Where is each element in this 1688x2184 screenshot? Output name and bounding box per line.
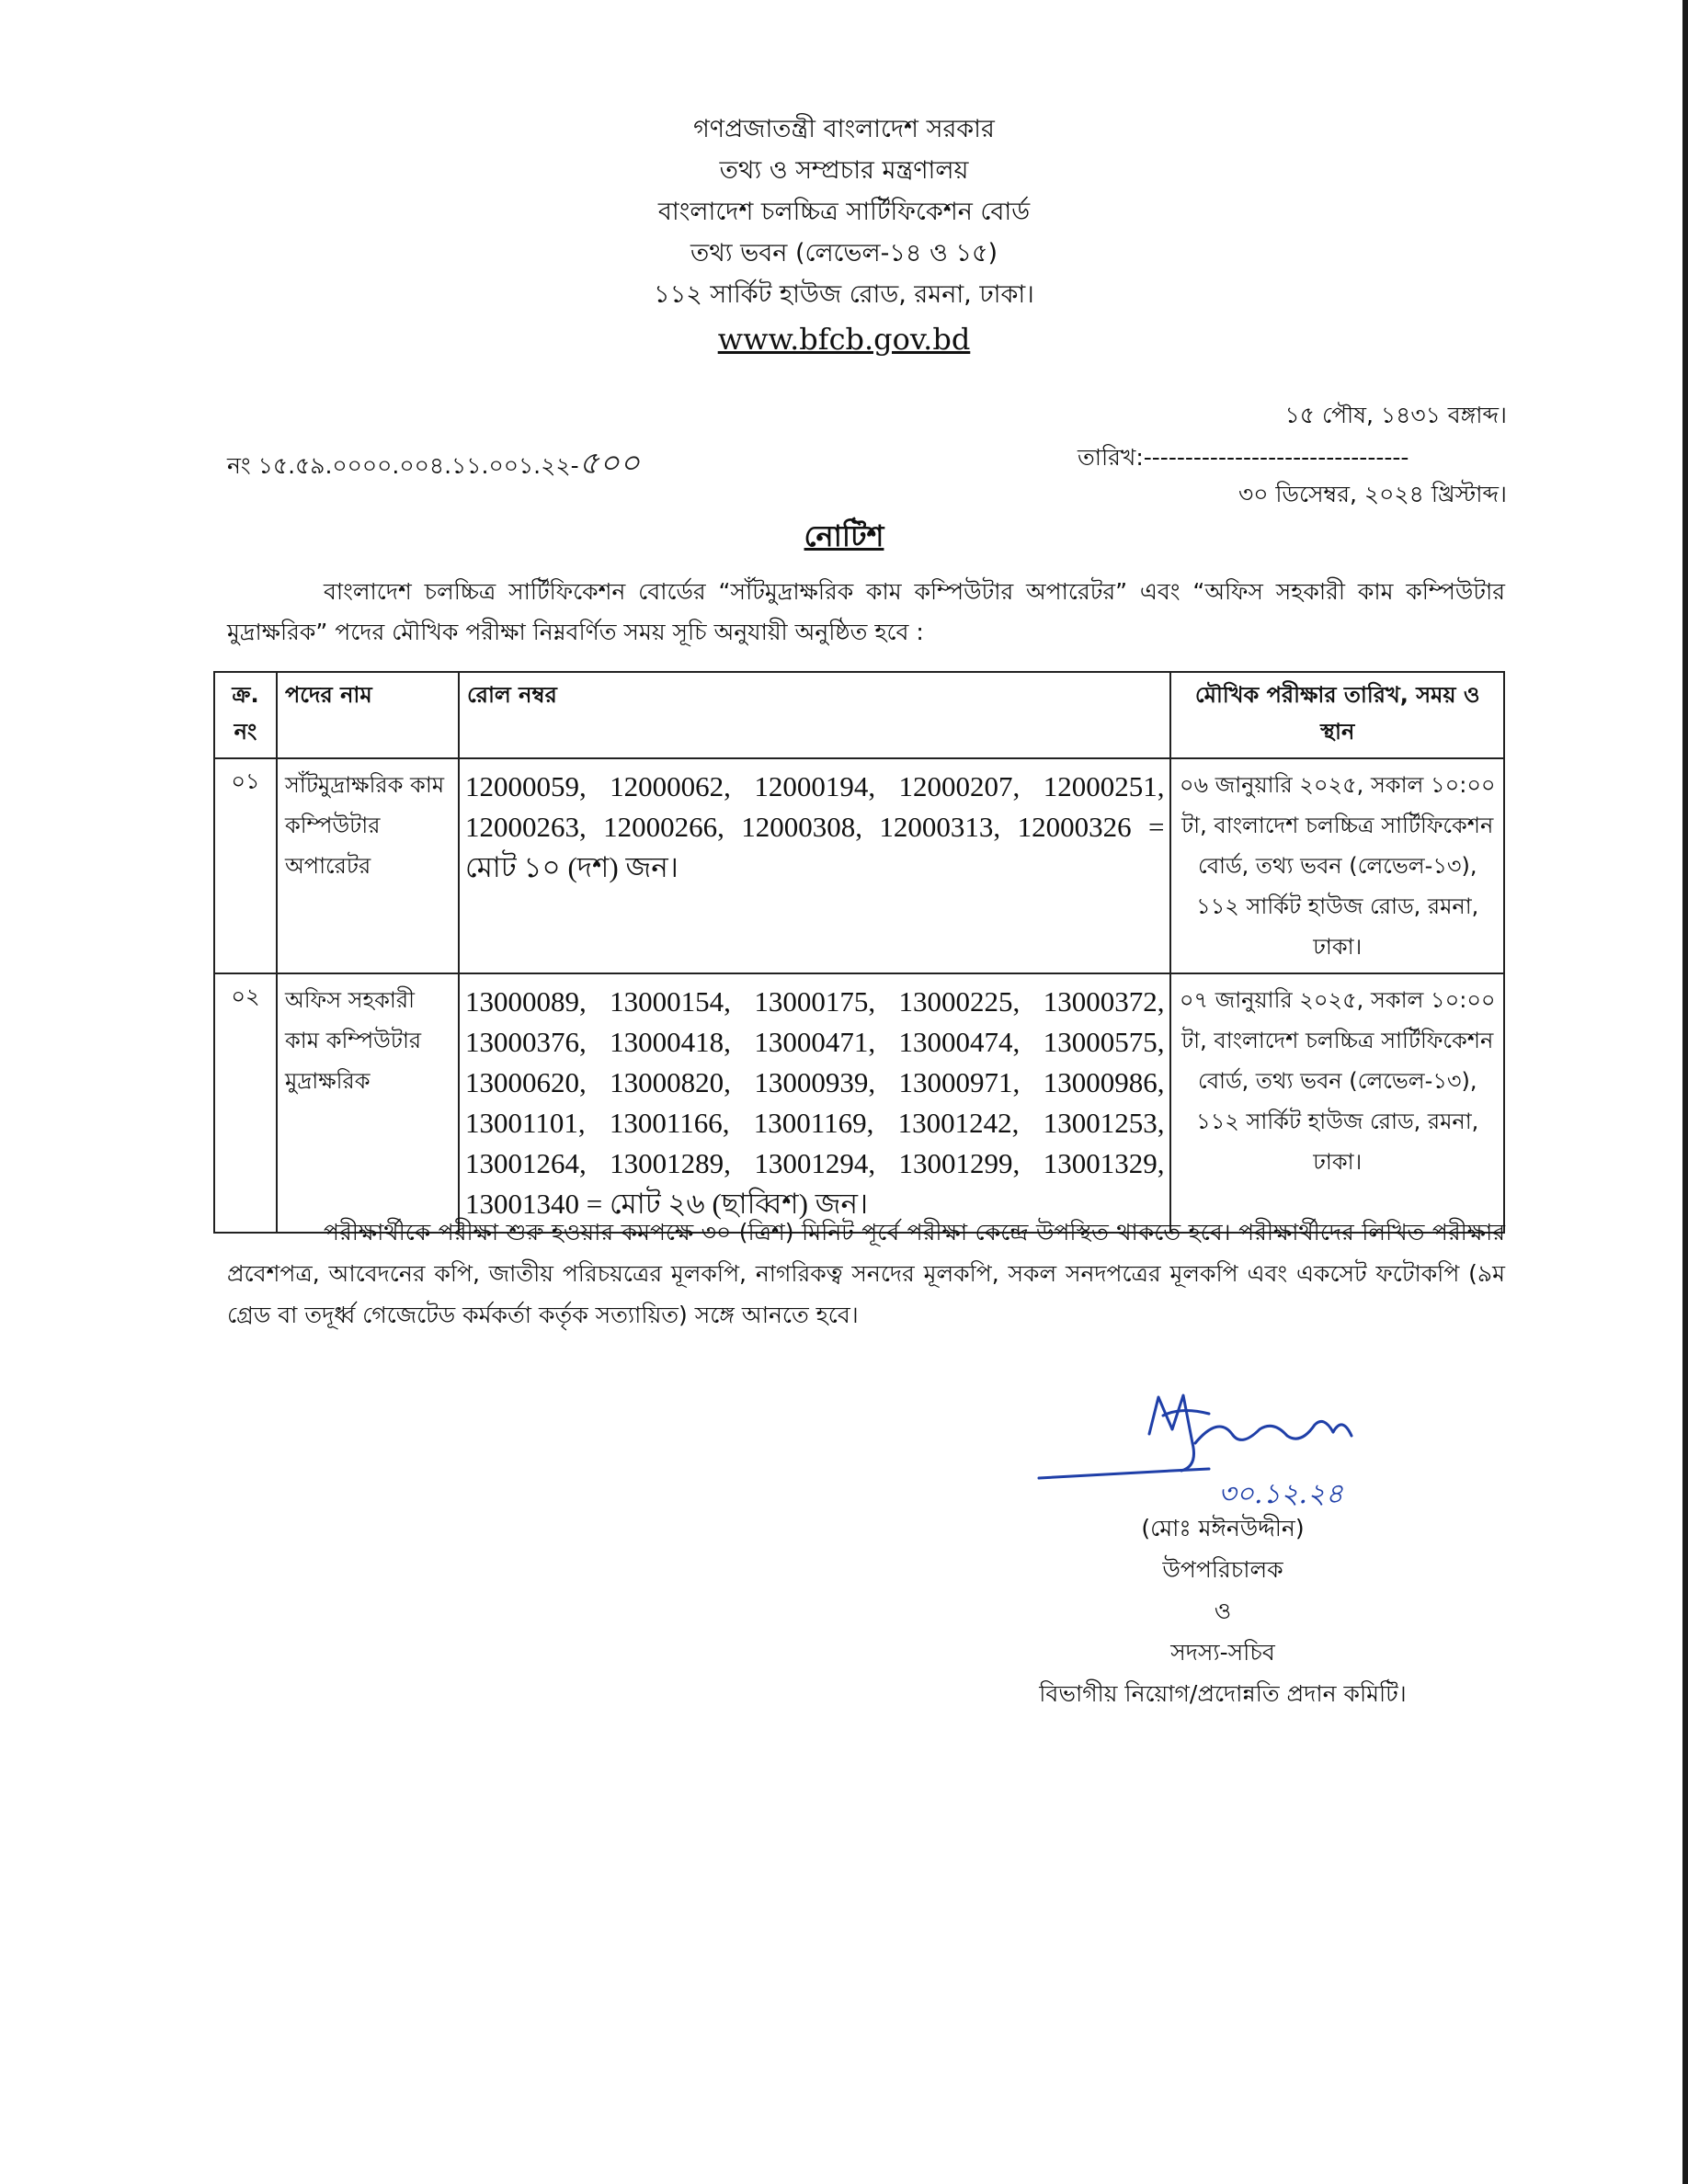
header-serial: ক্র. নং: [214, 672, 277, 758]
header-post: পদের নাম: [277, 672, 459, 758]
signatory-role: সদস্য-সচিব: [1170, 1639, 1275, 1666]
notice-title: নোটিশ: [804, 518, 884, 553]
date-gregorian: ৩০ ডিসেম্বর, ২০২৪ খ্রিস্টাব্দ।: [1237, 481, 1507, 507]
signature-mark: [1034, 1379, 1420, 1517]
board-name: বাংলাদেশ চলচ্চিত্র সার্টিফিকেশন বোর্ড: [657, 198, 1031, 226]
date-bangla: ১৫ পৌষ, ১৪৩১ বঙ্গাব্দ।: [1284, 402, 1507, 428]
street-address: ১১২ সার্কিট হাউজ রোড, রমনা, ঢাকা।: [654, 280, 1034, 309]
table-row: [214, 758, 1504, 973]
signature-date: ৩০.১২.২৪: [1218, 1478, 1344, 1510]
row-serial: ০২: [214, 973, 277, 1233]
signatory-designation: উপপরিচালক: [1162, 1556, 1283, 1583]
reference-handwritten: ৫০০: [578, 445, 640, 482]
row-serial: ০১: [214, 758, 277, 973]
signatory-block: [965, 1507, 1480, 1714]
signatory-conjunction: ও: [1214, 1598, 1232, 1624]
signatory-committee: বিভাগীয় নিয়োগ/প্রদোন্নতি প্রদান কমিটি।: [1039, 1680, 1407, 1707]
row-post: অফিস সহকারী কাম কম্পিউটার মুদ্রাক্ষরিক: [277, 973, 459, 1233]
date-label: তারিখ:--------------------------------: [1078, 444, 1409, 471]
website-link[interactable]: www.bfcb.gov.bd: [717, 322, 971, 357]
row-rolls: 12000059, 12000062, 12000194, 12000207, 12000251, 12000263, 12000266, 12000308, 12000313, 12000326 = মোট ১০ (দশ) জন।: [459, 758, 1170, 973]
row-rolls: 13000089, 13000154, 13000175, 13000225, 13000372, 13000376, 13000418, 13000471, 13000474, 13000575, 13000620, 13000820, 13000939, 13000971, 13000986, 13001101, 13001166, 13001169, 13001242, 13001253, 13001264, 13001289, 13001294, 13001299, 13001329, 13001340 = মোট ২৬ (ছাব্বিশ) জন।: [459, 973, 1170, 1233]
schedule-table: [213, 671, 1505, 1234]
header-schedule: মৌখিক পরীক্ষার তারিখ, সময় ও স্থান: [1170, 672, 1504, 758]
reference-number: [227, 439, 640, 492]
header-roll: রোল নম্বর: [459, 672, 1170, 758]
ministry-name: তথ্য ও সম্প্রচার মন্ত্রণালয়: [719, 156, 969, 185]
reference-number-text: নং ১৫.৫৯.০০০০.০০৪.১১.০০১.২২-: [227, 452, 579, 479]
signatory-name: (মোঃ মঈনউদ্দীন): [1141, 1515, 1305, 1541]
intro-paragraph: বাংলাদেশ চলচ্চিত্র সার্টিফিকেশন বোর্ডের “সাঁটমুদ্রাক্ষরিক কাম কম্পিউটার অপারেটর” এবং “অফিস সহকারী কাম কম্পিউটার মুদ্রাক্ষরিক” পদের মৌখিক পরীক্ষা নিম্নবর্ণিত সময় সূচি অনুযায়ী অনুষ্ঠিত হবে :: [227, 578, 1505, 645]
row-schedule: ০৬ জানুয়ারি ২০২৫, সকাল ১০:০০ টা, বাংলাদেশ চলচ্চিত্র সার্টিফিকেশন বোর্ড, তথ্য ভবন (লেভেল-১৩), ১১২ সার্কিট হাউজ রোড, রমনা, ঢাকা।: [1170, 758, 1504, 973]
table-row: [214, 973, 1504, 1233]
row-post: সাঁটমুদ্রাক্ষরিক কাম কম্পিউটার অপারেটর: [277, 758, 459, 973]
table-header-row: [214, 672, 1504, 758]
instructions-paragraph: পরীক্ষার্থীকে পরীক্ষা শুরু হওয়ার কমপক্ষে ৩০ (ত্রিশ) মিনিট পূর্বে পরীক্ষা কেন্দ্রে উপস্থিত থাকতে হবে। পরীক্ষার্থীদের লিখিত পরীক্ষার প্রবেশপত্র, আবেদনের কপি, জাতীয় পরিচয়ত্রের মূলকপি, নাগরিকত্ব সনদের মূলকপি, সকল সনদপত্রের মূলকপি এবং একসেট ফটোকপি (৯ম গ্রেড বা তদূর্ধ্ব গেজেটেড কর্মকর্তা কর্তৃক সত্যায়িত) সঙ্গে আনতে হবে।: [227, 1219, 1505, 1328]
letterhead: [0, 108, 1688, 360]
row-schedule: ০৭ জানুয়ারি ২০২৫, সকাল ১০:০০ টা, বাংলাদেশ চলচ্চিত্র সার্টিফিকেশন বোর্ড, তথ্য ভবন (লেভেল-১৩), ১১২ সার্কিট হাউজ রোড, রমনা, ঢাকা।: [1170, 973, 1504, 1233]
building-address: তথ্য ভবন (লেভেল-১৪ ও ১৫): [690, 239, 998, 267]
government-name: গণপ্রজাতন্ত্রী বাংলাদেশ সরকার: [693, 115, 995, 143]
